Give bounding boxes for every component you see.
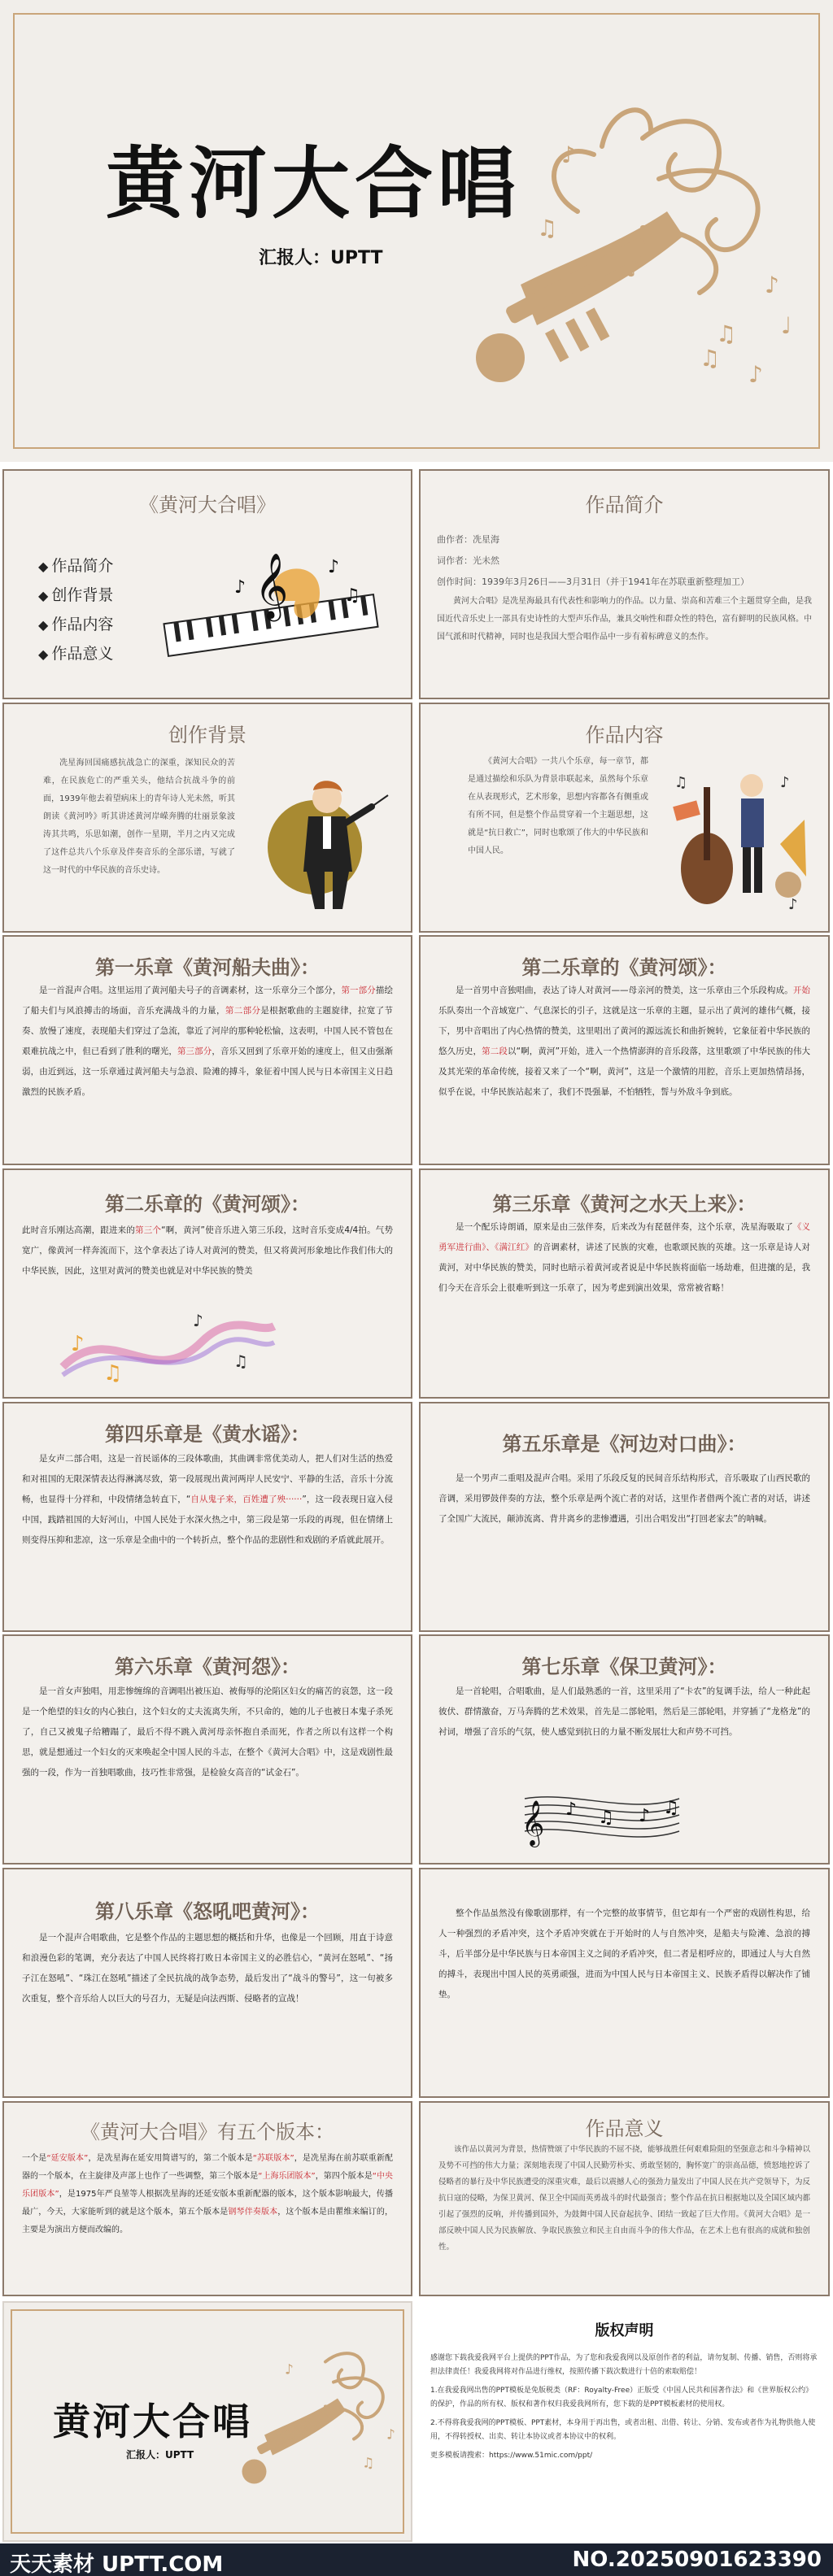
intro-slide — [419, 469, 830, 699]
svg-text:♪: ♪ — [386, 2426, 395, 2443]
copyright-p1: 感谢您下载我爱我网平台上提供的PPT作品，为了您和我爱我网以及原创作者的利益，请勿复制、传播、销售，否则将承担法律责任！我爱我网将对作品进行维权，按照传播下载次数进行十倍的索取赔偿！ — [430, 2354, 818, 2376]
svg-text:♪: ♪ — [565, 1799, 578, 1820]
svg-text:♪: ♪ — [71, 1332, 85, 1356]
svg-text:♪: ♪ — [748, 361, 763, 388]
versions-body: 一个是“延安版本”，是冼星海在延安用简谱写的，第二个版本是“苏联版本”，是冼星海在前苏联重新配器的一个版本，在主旋律及声部上也作了一些调整，第三个版本是“上海乐团版本”，第四个版本是“中央乐团版本”，是1975年严良堃等人根据冼星海的还延安版本重新配器的版本，这个版本影响最大，传播最广，今天，大家能听到的就是这个版本，第五个版本是钢琴伴奏版本，这个版本是由瞿维来编订的，主要是为演出方便而改编的。 — [22, 2154, 394, 2234]
svg-text:♫: ♫ — [103, 1361, 123, 1386]
svg-text:♫: ♫ — [344, 585, 360, 606]
intro-composer: 词作者：光未然 — [437, 555, 499, 566]
copyright-p2: 1.在我爱我网出售的PPT模板是免版税类（RF：Royalty-Free）正版受《中国人民共和国著作法》和《世界版权公约》的保护，作品的所有权、版权和著作权归我爱我网所有，您下载的是PPT模板素材的使用权。 — [430, 2387, 813, 2408]
svg-text:♫: ♫ — [674, 774, 688, 791]
svg-text:♫: ♫ — [716, 320, 737, 347]
trumpet-illustration — [456, 89, 813, 439]
cover-reporter: 汇报人：UPTT — [259, 248, 383, 268]
ch3-title: 第三乐章《黄河之水天上来》： — [492, 1193, 757, 1216]
svg-text:♪: ♪ — [328, 557, 340, 577]
ch2a-title: 第二乐章的《黄河颂》： — [521, 956, 727, 979]
significance-body: 该作品以黄河为背景，热情赞颂了中华民族的不屈不挠，能够战胜任何艰难险阻的坚强意志和斗争精神以及势不可挡的伟大力量；深刻地表现了中国人民勤劳朴实、勇敢坚韧的，胸怀宽广的崇高品德，愤怒地控诉了侵略者的暴行及中华民族遭受的深重灾难，最后以震撼人心的强劲力量发出了中国人民在共产党领导下，为反抗日寇的侵略，为保卫黄河、保卫全中国而英勇战斗的时代最强音；整个作品在抗日根据地以及全国区域内都引起了强烈的反响，并传播到国外，为鼓舞中国人民奋起抗争、团结一致起了巨大作用。《黄河大合唱》是一部反映中国人民为民族解放、争取民族独立和民主自由而斗争的伟大作品，在艺术上也有很高的成就和独创性。 — [438, 2145, 810, 2252]
ch1-body: 是一首混声合唱。这里运用了黄河船夫号子的音调素材，这一乐章分三个部分，第一部分描绘了船夫们与风浪搏击的场面，音乐充满战斗的力量，第二部分是根据歌曲的主题旋律，拉宽了节奏、放慢了速度，表现船夫们穿过了急流，靠近了河岸的那种轮松愉，这表明，中国人民不管包在艰难抗战之中，但已看到了胜利的曙光，第三部分，音乐又回到了乐章开始的速度上，但又由强渐弱，由近到远，这一乐章通过黄河船夫与急浪、险滩的搏斗，象征着中国人民与日本帝国主义日趋激烈的民族矛盾。 — [22, 986, 394, 1097]
svg-text:♪: ♪ — [193, 1311, 203, 1330]
toc-item[interactable]: ◆ 创作背景 — [38, 583, 113, 605]
ch2a-highlight: 开始 — [792, 986, 811, 995]
svg-text:♫: ♫ — [362, 2455, 375, 2472]
svg-text:𝄞: 𝄞 — [255, 552, 289, 619]
ch5-body: 是一个男声二重唱及混声合唱。采用了乐段反复的民间音乐结构形式，音乐吸取了山西民歌的音调，采用锣鼓伴奏的方法，整个乐章是两个流亡者的对话，这里作者借两个流亡者的对话，讲述了全国广大流民，颠沛流离、背井离乡的悲惨遭遇，引出合唱发出“打回老家去”的呐喊。 — [438, 1473, 810, 1524]
svg-text:𝄞: 𝄞 — [521, 1800, 545, 1846]
conductor-icon — [258, 766, 396, 920]
svg-text:♫: ♫ — [700, 345, 721, 372]
toc-item[interactable]: ◆ 作品内容 — [38, 612, 113, 634]
svg-text:♫: ♫ — [598, 1808, 614, 1828]
ch8-body: 是一个混声合唱歌曲，它是整个作品的主题思想的概括和升华，也像是一个回顾，用直于诗意和浪漫色彩的笔调，充分表达了中国人民终将打败日本帝国主义的必胜信心，“黄河在怒吼”、“扬子江在怒吼”、“珠江在怒吼”描述了全民抗战的战争态势，最后发出了“战斗的警号”，这一句被多次重复，整个音乐给人以巨大的号召力，无疑是向法西斯、侵略者的宣战！ — [22, 1933, 393, 2004]
ch2b-title: 第二乐章的《黄河颂》： — [105, 1193, 310, 1216]
versions-highlight: 钢琴伴奏版本 — [228, 2208, 278, 2217]
watermark-footer — [0, 2543, 833, 2576]
ch1-slide — [2, 935, 412, 1165]
intro-date: 创作时间：1939年3月26日——3月31日（并于1941年在苏联重新整理加工） — [437, 577, 749, 587]
ch2b-body: 此时音乐刚达高潮，跟进来的第三个“啊，黄河”使音乐进入第三乐段，这时音乐变成4/4拍。气势宽广，像黄河一样奔流而下，这个拿表达了诗人对黄河的赞美，但又将黄河形象地比作我们伟大的中华民族，因此，这里对黄河的赞美也就是对中华民族的赞美 — [22, 1225, 394, 1276]
ch1-title: 第一乐章《黄河船夫曲》： — [95, 956, 320, 979]
copyright-p3: 2.不得将我爱我网的PPT模板、PPT素材，本身用于再出售，或者出租、出借、转让、分销、发布或者作为礼物供他人使用，不得转授权、出卖、转让本协议或者本协议中的权利。 — [430, 2419, 816, 2441]
svg-text:♫: ♫ — [537, 215, 558, 242]
svg-text:♪: ♪ — [561, 141, 576, 168]
toc-item[interactable]: ◆ 作品意义 — [38, 642, 113, 664]
svg-text:♫: ♫ — [663, 1798, 679, 1818]
toc-item[interactable]: ◆ 作品简介 — [38, 554, 113, 576]
ch7-slide — [419, 1634, 830, 1865]
svg-text:♪: ♪ — [626, 255, 641, 282]
closing-reporter: 汇报人：UPTT — [126, 2449, 194, 2461]
ch4-body: 是女声二部合唱，这是一首民谣体的三段体歌曲，其曲调非常优美动人，把人们对生活的热爱和对祖国的无限深情表达得淋漓尽致，第一段展现出黄河两岸人民安宁、平静的生活，音乐十分流畅，也显得十分祥和，中段情绪急转直下，“自从鬼子来，百姓遭了殃······”，这一段表现日寇入侵中国，践踏祖国的大好河山，中国人民处于水深火热之中，第三段是第一乐段的再现，但在情绪上则变得压抑和悲凉，这一乐章是全曲中的一个转折点，整个作品的悲剧性和戏剧的矛盾就此展开。 — [22, 1454, 393, 1545]
content-slide — [419, 703, 830, 933]
svg-text:♪: ♪ — [285, 2361, 294, 2378]
toc-list — [38, 554, 113, 671]
svg-text:♪: ♪ — [788, 896, 798, 913]
ch2b-slide — [2, 1168, 412, 1399]
intro-lyricist: 曲作者：冼星海 — [437, 534, 499, 545]
versions-title: 《黄河大合唱》有五个版本： — [81, 2121, 334, 2143]
significance-slide — [419, 2101, 830, 2296]
ch5-slide — [419, 1402, 830, 1632]
ch2a-slide — [419, 935, 830, 1165]
ch1-highlight: 第三部分 — [177, 1046, 212, 1056]
svg-text:♪: ♪ — [765, 272, 779, 298]
band-instruments-icon — [666, 755, 813, 917]
trumpet-illustration-small — [232, 2335, 411, 2514]
ch4-title: 第四乐章是《黄水谣》： — [105, 1423, 310, 1446]
intro-meta — [437, 529, 812, 593]
svg-text:♪: ♪ — [234, 577, 246, 598]
music-wave-icon — [55, 1302, 282, 1391]
ch4-highlight: 自从鬼子来，百姓遭了殃······ — [190, 1495, 303, 1504]
background-slide — [2, 703, 412, 933]
footer-number: NO.20250901623390 — [572, 2548, 822, 2572]
ch1-highlight: 第二部分 — [225, 1006, 261, 1016]
svg-text:♪: ♪ — [639, 1806, 651, 1826]
ch2a-highlight: 第二段 — [482, 1046, 508, 1056]
ch3-highlight: 《义勇军进行曲》、《满江红》 — [438, 1222, 811, 1252]
closing-slide — [2, 2301, 412, 2542]
ch5-title: 第五乐章是《河边对口曲》： — [502, 1433, 747, 1456]
footer-site: 天天素材 UPTT.COM — [10, 2552, 224, 2576]
svg-text:♫: ♫ — [233, 1351, 248, 1371]
summary-body: 整个作品虽然没有像歌剧那样，有一个完整的故事情节，但它却有一个严密的戏剧性构思，给人一种强烈的矛盾冲突，这个矛盾冲突就在于开始时的人与自然冲突，是船夫与险滩、急浪的搏斗，后半部分是中华民族与日本帝国主义之间的矛盾冲突，但二者是相呼应的，即通过人与大自然的搏斗，表现出中国人民的英勇顽强，进而为中国人民与日本帝国主义、民族矛盾得以解决作了铺垫。 — [438, 1908, 810, 1999]
ch2b-highlight: 第三个 — [135, 1225, 162, 1235]
intro-title: 作品简介 — [585, 494, 664, 516]
background-title: 创作背景 — [168, 724, 246, 746]
ch8-title: 第八乐章《怒吼吧黄河》： — [95, 1900, 320, 1923]
ch8-slide — [2, 1868, 412, 2098]
content-body: 《黄河大合唱》一共八个乐章，每一章节，都是通过描绘和乐队为背景串联起来，虽然每个乐章在从表现形式，艺术形象，思想内容都各有侧重或有所不同，但是整个作品贯穿着一个主题思想，这就是“抗日救亡”，同时也歌颂了伟大的中华民族和中国人民。 — [468, 757, 648, 855]
intro-body: 黄河大合唱》是冼星海最具有代表性和影响力的作品。以力量、崇高和苦难三个主题贯穿全曲，是我国近代音乐史上一部具有史诗性的大型声乐作品，兼具交响性和群众性的特色，富有鲜明的民族风格。中国气派和时代精神，同时也是我国大型合唱作品中一步有着标碑意义的杰作。 — [437, 597, 812, 642]
cover-title: 黄河大合唱 — [106, 138, 521, 229]
ch6-body: 是一首女声独唱，用悲惨缠绵的音调唱出被压迫、被侮辱的沦陷区妇女的痛苦的哀怨，这一段是一个绝望的妇女的内心独白，这个妇女的丈夫流离失所，不只命的，她的儿子也被日本鬼子杀死了，自己又被鬼子给糟蹋了，最后不得不跳入黄河母亲怀抱自杀而死，作者之所以有这样一个构思，就是想通过一个妇女的灭来唤起全中国人民的斗志，在整个《黄河大合唱》中，这是戏剧性最强的一段，作为一首独唱歌曲，技巧性非常强，是检验女高音的“试金石”。 — [22, 1686, 393, 1778]
toc-slide — [2, 469, 412, 699]
piano-music-icon — [157, 536, 385, 674]
versions-highlight: “延安版本” — [46, 2154, 89, 2163]
toc-title: 《黄河大合唱》 — [139, 494, 276, 516]
versions-highlight: “苏联版本” — [252, 2154, 294, 2163]
closing-title: 黄河大合唱 — [53, 2400, 252, 2443]
ch6-slide — [2, 1634, 412, 1865]
copyright-link[interactable]: 更多模板请搜索：https://www.51mic.com/ppt/ — [430, 2452, 593, 2460]
copyright-panel — [419, 2301, 830, 2542]
versions-highlight: “中央乐团版本” — [22, 2172, 393, 2199]
ch3-slide — [419, 1168, 830, 1399]
ch6-title: 第六乐章《黄河怨》： — [115, 1656, 300, 1678]
versions-highlight: “上海乐团版本” — [258, 2172, 316, 2181]
background-body: 冼星海回国痛感抗战急亡的深重，深知民众的苦难，在民族危亡的严重关头，他结合抗战斗争的前面，1939年他去着望病床上的青年诗人光未然，听其朗读《黄河吟》听其讲述黄河岸嵘奔腾的壮丽景象波涛其共鸣，乐思如潮，创作一星期，半月之内又完成了这件总共八个乐章及伴奏音乐的全部乐谱，写就了这一时代的中华民族的音乐史诗。 — [43, 759, 235, 875]
copyright-title: 版权声明 — [595, 2322, 654, 2339]
versions-slide — [2, 2101, 412, 2296]
ch7-body: 是一首轮唱，合唱歌曲，是人们最熟悉的一首，这里采用了“卡农”的复调手法，给人一种此起彼伏、群情激奋，万马奔腾的艺术效果，首先是二部轮唱，然后是三部轮唱，并穿插了“龙格龙”的衬词，增强了音乐的气氛，使人感觉到抗日的力量不断发展壮大和声势不可挡。 — [438, 1686, 810, 1737]
ch1-highlight: 第一部分 — [341, 986, 376, 995]
music-staff-icon — [517, 1782, 687, 1847]
ch7-title: 第七乐章《保卫黄河》： — [521, 1656, 727, 1678]
svg-text:♪: ♪ — [780, 774, 790, 791]
ch4-slide — [2, 1402, 412, 1632]
ch3-body: 是一个配乐诗朗诵，原来是由三弦伴奏，后来改为有琵琶伴奏，这个乐章，冼星海吸取了《义勇军进行曲》、《满江红》的音调素材，讲述了民族的灾难，也歌颂民族的英雄。这一乐章是诗人对黄河，对中华民族的赞美，同时也暗示着黄河或者说是中华民族将面临一场劫难，但进攘的是，我们今天在音乐会上很难听到这一乐章了，因为考虑到演出效果，常常被省略！ — [438, 1222, 811, 1293]
content-title: 作品内容 — [585, 724, 664, 746]
significance-title: 作品意义 — [585, 2117, 664, 2140]
ch2a-body: 是一首男中音独唱曲，表达了诗人对黄河——母亲河的赞美，这一乐章由三个乐段构成。开始乐队奏出一个音域宽广、气息深长的引子，这就是这一乐章的主题，显示出了黄河的雄伟气概，接下，男中音唱出了内心热情的赞美，这里唱出了黄河的源远流长和曲折婉转，它象征着中华民族的悠久历史，第二段以“啊，黄河”开始，进入一个热情澎湃的音乐段落，这里歌颂了中华民族的伟大及其光荣的革命传统，接着又来了一个“啊，黄河”，这是一个激情的用腔，音乐上更加热情昂扬，似乎在说，中华民族站起来了，我们不畏强暴，不怕牺牲，誓与外敌斗争到底。 — [438, 986, 811, 1097]
summary-slide — [419, 1868, 830, 2098]
cover-slide — [0, 0, 833, 462]
svg-text:♩: ♩ — [781, 312, 792, 339]
